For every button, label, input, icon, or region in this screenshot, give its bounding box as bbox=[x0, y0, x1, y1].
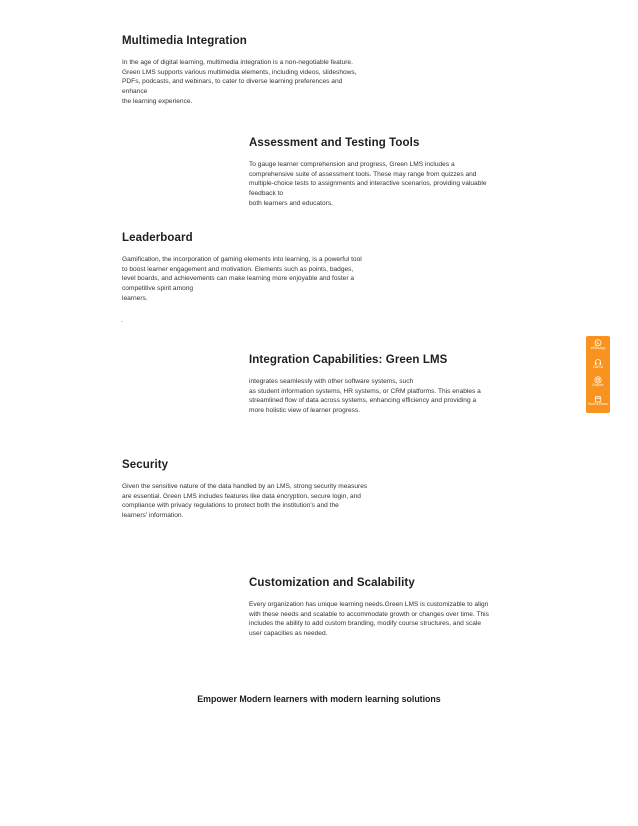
section-title: Security bbox=[122, 459, 169, 471]
section-body: Given the sensitive nature of the data handled by an LMS, strong security measures are essential. Green LMS includes features like data encryption, secure login, and compliance with privacy regulations to protect both the institution's and the learners' information. bbox=[122, 483, 368, 520]
section-body: In the age of digital learning, multimedia integration is a non-negotiable feature. Green LMS supports various multimedia elements, including videos, slideshows, PDFs, podcasts, and webinars, to cater to diverse learning preferences and enhance the learning experience. bbox=[122, 59, 357, 105]
section-title: Leaderboard bbox=[122, 232, 193, 244]
section-body: integrates seamlessly with other software systems, such as student information systems, HR systems, or CRM platforms. This enables a streamlined flow of data across systems, enhancing efficiency and providing a more holistic view of learner progress. bbox=[249, 378, 481, 415]
section-security bbox=[122, 459, 394, 521]
book-demo-button[interactable] bbox=[586, 394, 610, 413]
section-assessment-testing-tools bbox=[249, 137, 521, 209]
stray-mark: . bbox=[121, 317, 123, 324]
section-title: Integration Capabilities: Green LMS bbox=[249, 354, 448, 366]
section-multimedia-integration bbox=[122, 35, 394, 107]
section-integration-capabilities bbox=[249, 354, 521, 416]
call-us-button[interactable] bbox=[586, 357, 610, 376]
section-title: Assessment and Testing Tools bbox=[249, 137, 420, 149]
section-body: To gauge learner comprehension and progress, Green LMS includes a comprehensive suite of assessment tools. These may range from quizzes and multiple-choice tests to assignments and interactive scenarios, providing valuable feedback to both learners and educators. bbox=[249, 161, 487, 207]
whatsapp-button[interactable] bbox=[586, 338, 610, 357]
section-title: Customization and Scalability bbox=[249, 577, 415, 589]
section-body: Gamification, the incorporation of gaming elements into learning, is a powerful tool to boost learner engagement and motivation. Elements such as points, badges, level boards, and achievements can make learning more enjoyable and foster a competitive spirit among learners. bbox=[122, 256, 362, 302]
section-leaderboard bbox=[122, 232, 394, 304]
call-us-label: Call Us bbox=[592, 364, 604, 369]
closing-heading: Empower Modern learners with modern learning solutions bbox=[197, 694, 441, 704]
floating-contact-bar bbox=[586, 336, 610, 413]
whatsapp-label: WhatsApp bbox=[590, 346, 606, 350]
section-title: Multimedia Integration bbox=[122, 35, 247, 47]
section-customization-scalability bbox=[249, 577, 521, 639]
book-demo-label: Book a Demo bbox=[588, 401, 608, 406]
enquire-label: Enquire bbox=[592, 383, 604, 387]
enquire-button[interactable] bbox=[586, 375, 610, 394]
section-body: Every organization has unique learning needs.Green LMS is customizable to align with these needs and scalable to accommodate growth or changes over time. This includes the ability to add custom branding, modify course structures, and scale user capacities as needed. bbox=[249, 601, 489, 638]
